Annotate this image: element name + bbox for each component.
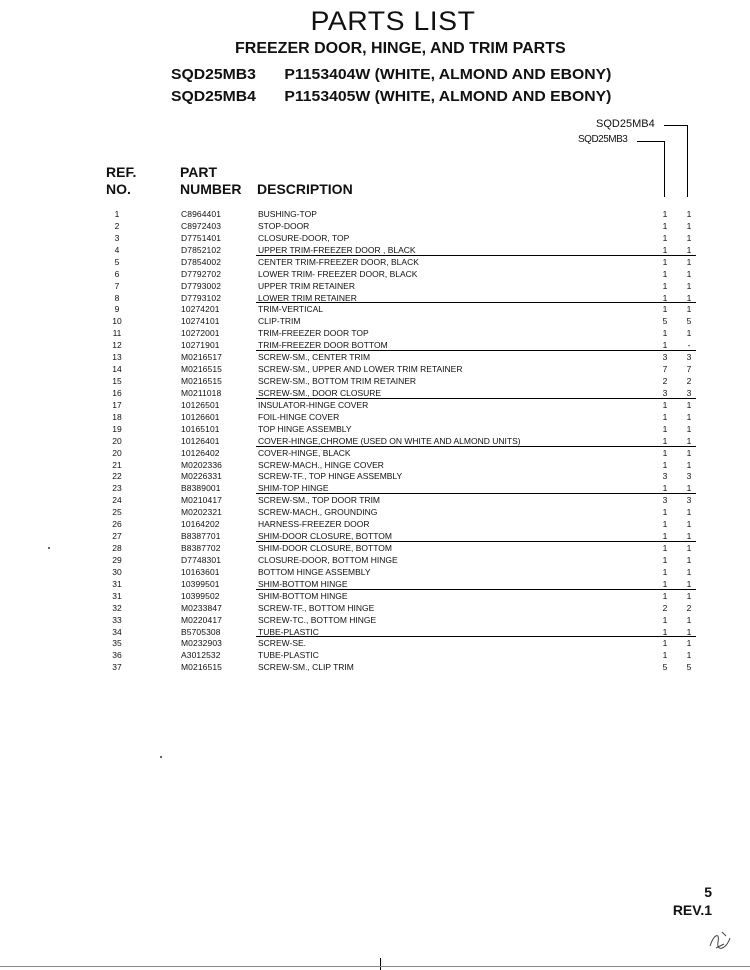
qty-sqd25mb4-cell: - <box>687 340 691 351</box>
qty-sqd25mb3-cell: 1 <box>662 650 668 661</box>
ref-cell: 2 <box>114 220 120 231</box>
description-cell: BOTTOM HINGE ASSEMBLY <box>258 566 371 577</box>
description-cell: CLOSURE-DOOR, BOTTOM HINGE <box>258 554 398 565</box>
ref-cell: 5 <box>114 256 120 267</box>
qty-sqd25mb3-cell: 3 <box>662 471 668 482</box>
ref-cell: 24 <box>112 495 122 506</box>
qty-sqd25mb4-cell: 3 <box>686 387 692 398</box>
part-number-cell: D7751401 <box>181 232 222 243</box>
qty-sqd25mb3-cell: 1 <box>662 304 668 315</box>
qty-sqd25mb3-cell: 7 <box>662 364 668 375</box>
qty-sqd25mb4-cell: 3 <box>686 495 692 506</box>
ref-cell: 14 <box>112 364 122 375</box>
ref-cell: 10 <box>112 316 122 327</box>
table-row <box>0 399 750 411</box>
qty-sqd25mb3-cell: 1 <box>662 543 668 554</box>
ref-cell: 22 <box>112 471 122 482</box>
qty-sqd25mb4-cell: 1 <box>686 220 692 231</box>
qty-sqd25mb4-cell: 5 <box>686 662 692 673</box>
ref-cell: 32 <box>112 602 122 613</box>
part-number-cell: B8387701 <box>181 531 221 542</box>
part-number-cell: 10163601 <box>181 566 220 577</box>
scan-edge-mark <box>380 958 381 970</box>
description-cell: SHIM-BOTTOM HINGE <box>258 578 348 589</box>
qty-sqd25mb4-cell: 1 <box>686 292 692 303</box>
table-row <box>0 315 750 327</box>
qty-sqd25mb3-cell: 1 <box>662 209 668 219</box>
qty-sqd25mb3-cell: 1 <box>662 614 668 625</box>
description-header: DESCRIPTION <box>257 181 353 197</box>
qty-sqd25mb3-cell: 1 <box>662 435 668 446</box>
qty-sqd25mb4-cell: 2 <box>686 602 692 613</box>
table-row <box>0 459 750 471</box>
ref-cell: 3 <box>114 232 120 243</box>
part-number-cell: 10164202 <box>181 519 220 530</box>
group-separator-line <box>256 541 696 542</box>
qty-sqd25mb3-cell: 1 <box>662 531 668 542</box>
table-row <box>0 494 750 506</box>
ref-cell: 9 <box>114 304 120 315</box>
description-cell: TRIM-FREEZER DOOR TOP <box>258 328 369 339</box>
part-number-cell: B8389001 <box>181 483 221 494</box>
part-number-cell: D7793002 <box>181 280 222 291</box>
part-number-cell: 10274201 <box>181 304 220 315</box>
description-cell: TUBE-PLASTIC <box>258 626 319 637</box>
ref-cell: 18 <box>112 411 122 422</box>
part-number-cell: D7748301 <box>181 554 222 565</box>
ref-cell: 30 <box>112 566 122 577</box>
ref-cell: 16 <box>112 387 122 398</box>
part-number-cell: M0210417 <box>181 495 222 506</box>
ref-cell: 6 <box>114 268 120 279</box>
qty-sqd25mb4-cell: 1 <box>686 328 692 339</box>
table-row <box>0 649 750 661</box>
qty-sqd25mb4-cell: 1 <box>686 566 692 577</box>
qty-sqd25mb3-cell: 1 <box>662 340 668 351</box>
qty-sqd25mb4-cell: 1 <box>686 483 692 494</box>
model-part-number: P1153405W (WHITE, ALMOND AND EBONY) <box>284 88 612 105</box>
ref-cell: 31 <box>112 590 122 601</box>
qty-sqd25mb4-cell: 1 <box>686 650 692 661</box>
description-cell: SCREW-TF., BOTTOM HINGE <box>258 602 375 613</box>
ref-cell: 4 <box>114 244 120 255</box>
description-cell: TRIM-FREEZER DOOR BOTTOM <box>258 340 388 351</box>
part-number-cell: 10271901 <box>181 340 220 351</box>
description-cell: CENTER TRIM-FREEZER DOOR, BLACK <box>258 256 419 267</box>
ref-cell: 13 <box>112 352 122 363</box>
page-title: PARTS LIST <box>310 6 476 36</box>
part-number-cell: M0211018 <box>181 387 222 398</box>
table-row <box>0 411 750 423</box>
part-number-cell: M0232903 <box>181 638 222 649</box>
qty-sqd25mb4-cell: 1 <box>686 268 692 279</box>
qty-sqd25mb4-cell: 1 <box>686 626 692 637</box>
qty-sqd25mb4-cell: 1 <box>686 543 692 554</box>
table-row <box>0 351 750 363</box>
qty-sqd25mb3-cell: 1 <box>662 554 668 565</box>
description-cell: SCREW-SE. <box>258 638 307 649</box>
qty-sqd25mb3-cell: 1 <box>662 507 668 518</box>
part-number-cell: D7793102 <box>181 292 222 303</box>
description-cell: CLOSURE-DOOR, TOP <box>258 232 350 243</box>
part-header-line2: NUMBER <box>180 181 242 197</box>
ref-cell: 7 <box>114 280 120 291</box>
description-cell: TOP HINGE ASSEMBLY <box>258 423 352 434</box>
table-row <box>0 363 750 375</box>
description-cell: SCREW-SM., CENTER TRIM <box>258 352 371 363</box>
model-column-label-mb3: SQD25MB3 <box>578 134 628 145</box>
qty-sqd25mb3-cell: 1 <box>662 626 668 637</box>
description-cell: TUBE-PLASTIC <box>258 650 319 661</box>
group-separator-line <box>256 255 696 256</box>
part-number-cell: M0216515 <box>181 662 222 673</box>
qty-sqd25mb4-cell: 1 <box>686 304 692 315</box>
part-number-cell: M0226331 <box>181 471 222 482</box>
table-row <box>0 614 750 626</box>
qty-sqd25mb4-cell: 2 <box>686 376 692 387</box>
qty-sqd25mb4-cell: 1 <box>686 614 692 625</box>
table-row <box>0 327 750 339</box>
table-row <box>0 447 750 459</box>
description-cell: UPPER TRIM RETAINER <box>258 280 355 291</box>
group-separator-line <box>256 302 696 303</box>
ref-cell: 19 <box>112 423 122 434</box>
qty-sqd25mb3-cell: 3 <box>662 387 668 398</box>
part-number-cell: D7792702 <box>181 268 222 279</box>
table-row <box>0 661 750 673</box>
part-number-cell: 10126401 <box>181 435 220 446</box>
description-cell: SHIM-DOOR CLOSURE, BOTTOM <box>258 543 392 554</box>
qty-sqd25mb4-cell: 1 <box>686 638 692 649</box>
qty-sqd25mb3-cell: 5 <box>662 316 668 327</box>
part-number-cell: M0202336 <box>181 459 222 470</box>
qty-sqd25mb4-cell: 5 <box>686 316 692 327</box>
description-cell: COVER-HINGE,CHROME (USED ON WHITE AND ALMOND UNITS) <box>258 435 521 446</box>
qty-sqd25mb4-cell: 1 <box>686 590 692 601</box>
ref-cell: 34 <box>112 626 122 637</box>
description-cell: CLIP-TRIM <box>258 316 301 327</box>
qty-sqd25mb3-cell: 1 <box>662 244 668 255</box>
description-cell: INSULATOR-HINGE COVER <box>258 399 369 410</box>
qty-sqd25mb4-cell: 1 <box>686 209 692 219</box>
page-subtitle: FREEZER DOOR, HINGE, AND TRIM PARTS <box>235 40 566 57</box>
table-row <box>0 602 750 614</box>
part-number-cell: 10126402 <box>181 447 220 458</box>
description-cell: SHIM-BOTTOM HINGE <box>258 590 348 601</box>
model-part-number: P1153404W (WHITE, ALMOND AND EBONY) <box>284 66 612 83</box>
qty-sqd25mb3-cell: 1 <box>662 566 668 577</box>
ref-cell: 21 <box>112 459 122 470</box>
scan-mark <box>48 547 50 549</box>
qty-sqd25mb4-cell: 1 <box>686 244 692 255</box>
part-number-cell: D7854002 <box>181 256 222 267</box>
part-number-cell: 10274101 <box>181 316 220 327</box>
description-cell: SCREW-SM., BOTTOM TRIM RETAINER <box>258 376 417 387</box>
table-row <box>0 554 750 566</box>
description-cell: LOWER TRIM RETAINER <box>258 292 357 303</box>
table-row <box>0 268 750 280</box>
part-number-cell: 10126501 <box>181 399 220 410</box>
qty-sqd25mb3-cell: 1 <box>662 280 668 291</box>
description-cell: SHIM-TOP HINGE <box>258 483 329 494</box>
qty-sqd25mb3-cell: 1 <box>662 459 668 470</box>
qty-sqd25mb4-cell: 1 <box>686 578 692 589</box>
part-number-cell: 10399501 <box>181 578 220 589</box>
part-header-line1: PART <box>180 164 218 180</box>
ref-cell: 27 <box>112 531 122 542</box>
ref-cell: 17 <box>112 399 122 410</box>
ref-cell: 33 <box>112 614 122 625</box>
description-cell: SCREW-SM., TOP DOOR TRIM <box>258 495 381 506</box>
description-cell: SCREW-MACH., GROUNDING <box>258 507 378 518</box>
table-row <box>0 566 750 578</box>
handwritten-mark-icon <box>706 924 736 954</box>
scan-mark <box>160 756 162 758</box>
qty-sqd25mb4-cell: 3 <box>686 352 692 363</box>
model-number: SQD25MB3 <box>171 66 256 83</box>
qty-sqd25mb3-cell: 5 <box>662 662 668 673</box>
qty-sqd25mb3-cell: 1 <box>662 638 668 649</box>
qty-sqd25mb3-cell: 1 <box>662 411 668 422</box>
ref-cell: 35 <box>112 638 122 649</box>
qty-sqd25mb3-cell: 3 <box>662 495 668 506</box>
part-number-cell: 10126601 <box>181 411 220 422</box>
table-row <box>0 542 750 554</box>
group-separator-line <box>256 636 696 637</box>
table-row <box>0 506 750 518</box>
description-cell: BUSHING-TOP <box>258 209 317 219</box>
ref-cell: 26 <box>112 519 122 530</box>
table-row <box>0 256 750 268</box>
qty-sqd25mb4-cell: 1 <box>686 411 692 422</box>
table-row <box>0 518 750 530</box>
table-row <box>0 303 750 315</box>
ref-cell: 12 <box>112 340 122 351</box>
ref-header-line2: NO. <box>106 181 131 197</box>
qty-sqd25mb4-cell: 1 <box>686 447 692 458</box>
qty-sqd25mb4-cell: 1 <box>686 232 692 243</box>
ref-cell: 15 <box>112 376 122 387</box>
ref-cell: 37 <box>112 662 122 673</box>
part-number-cell: M0216517 <box>181 352 222 363</box>
qty-sqd25mb3-cell: 1 <box>662 399 668 410</box>
qty-sqd25mb3-cell: 1 <box>662 483 668 494</box>
table-row <box>0 423 750 435</box>
description-cell: SCREW-TC., BOTTOM HINGE <box>258 614 377 625</box>
group-separator-line <box>256 493 696 494</box>
ref-cell: 23 <box>112 483 122 494</box>
description-cell: SHIM-DOOR CLOSURE, BOTTOM <box>258 531 392 542</box>
table-row <box>0 637 750 649</box>
qty-sqd25mb4-cell: 7 <box>686 364 692 375</box>
description-cell: SCREW-MACH., HINGE COVER <box>258 459 384 470</box>
part-number-cell: C8972403 <box>181 220 222 231</box>
qty-sqd25mb3-cell: 2 <box>662 376 668 387</box>
part-number-cell: M0216515 <box>181 364 222 375</box>
part-number-cell: A3012532 <box>181 650 221 661</box>
description-cell: SCREW-SM., UPPER AND LOWER TRIM RETAINER <box>258 364 463 375</box>
qty-sqd25mb3-cell: 3 <box>662 352 668 363</box>
ref-cell: 8 <box>114 292 120 303</box>
part-number-cell: M0220417 <box>181 614 222 625</box>
scan-edge-line <box>0 966 750 967</box>
description-cell: SCREW-SM., CLIP TRIM <box>258 662 354 673</box>
qty-sqd25mb3-cell: 1 <box>662 590 668 601</box>
qty-sqd25mb4-cell: 1 <box>686 519 692 530</box>
page-number: 5 <box>704 884 712 900</box>
qty-sqd25mb4-cell: 1 <box>686 554 692 565</box>
qty-sqd25mb3-cell: 1 <box>662 232 668 243</box>
model-column-label-mb4: SQD25MB4 <box>596 118 655 130</box>
description-cell: LOWER TRIM- FREEZER DOOR, BLACK <box>258 268 418 279</box>
ref-cell: 20 <box>112 435 122 446</box>
part-number-cell: 10399502 <box>181 590 220 601</box>
group-separator-line <box>256 589 696 590</box>
table-row <box>0 220 750 232</box>
part-number-cell: B5705308 <box>181 626 221 637</box>
ref-cell: 28 <box>112 543 122 554</box>
part-number-cell: C8964401 <box>181 209 222 219</box>
table-row <box>0 375 750 387</box>
qty-sqd25mb4-cell: 1 <box>686 507 692 518</box>
part-number-cell: M0233847 <box>181 602 222 613</box>
table-row <box>0 470 750 482</box>
qty-sqd25mb4-cell: 1 <box>686 435 692 446</box>
qty-sqd25mb3-cell: 1 <box>662 292 668 303</box>
table-row <box>0 232 750 244</box>
ref-cell: 1 <box>114 209 120 219</box>
qty-sqd25mb4-cell: 1 <box>686 423 692 434</box>
description-cell: COVER-HINGE, BLACK <box>258 447 351 458</box>
qty-sqd25mb3-cell: 1 <box>662 220 668 231</box>
description-cell: SCREW-SM., DOOR CLOSURE <box>258 387 382 398</box>
qty-sqd25mb3-cell: 1 <box>662 447 668 458</box>
qty-sqd25mb4-cell: 1 <box>686 256 692 267</box>
description-cell: TRIM-VERTICAL <box>258 304 324 315</box>
group-separator-line <box>256 350 696 351</box>
qty-sqd25mb3-cell: 1 <box>662 256 668 267</box>
qty-sqd25mb4-cell: 1 <box>686 531 692 542</box>
qty-sqd25mb3-cell: 2 <box>662 602 668 613</box>
part-number-cell: M0216515 <box>181 376 222 387</box>
ref-cell: 20 <box>112 447 122 458</box>
group-separator-line <box>256 398 696 399</box>
table-row <box>0 280 750 292</box>
description-cell: UPPER TRIM-FREEZER DOOR , BLACK <box>258 244 416 255</box>
ref-cell: 31 <box>112 578 122 589</box>
model-number: SQD25MB4 <box>171 88 256 105</box>
table-row <box>0 590 750 602</box>
description-cell: SCREW-TF., TOP HINGE ASSEMBLY <box>258 471 403 482</box>
ref-cell: 36 <box>112 650 122 661</box>
description-cell: STOP-DOOR <box>258 220 310 231</box>
table-row <box>0 208 750 220</box>
revision-label: REV.1 <box>672 902 712 918</box>
qty-sqd25mb3-cell: 1 <box>662 328 668 339</box>
part-number-cell: 10272001 <box>181 328 220 339</box>
part-number-cell: B8387702 <box>181 543 221 554</box>
qty-sqd25mb4-cell: 1 <box>686 459 692 470</box>
description-cell: HARNESS-FREEZER DOOR <box>258 519 370 530</box>
part-number-cell: D7852102 <box>181 244 222 255</box>
qty-sqd25mb3-cell: 1 <box>662 268 668 279</box>
ref-cell: 29 <box>112 554 122 565</box>
qty-sqd25mb3-cell: 1 <box>662 423 668 434</box>
ref-header-line1: REF. <box>106 164 137 180</box>
ref-cell: 25 <box>112 507 122 518</box>
qty-sqd25mb3-cell: 1 <box>662 519 668 530</box>
part-number-cell: 10165101 <box>181 423 220 434</box>
qty-sqd25mb4-cell: 3 <box>686 471 692 482</box>
qty-sqd25mb3-cell: 1 <box>662 578 668 589</box>
group-separator-line <box>256 446 696 447</box>
ref-cell: 11 <box>112 328 122 339</box>
qty-sqd25mb4-cell: 1 <box>686 399 692 410</box>
description-cell: FOIL-HINGE COVER <box>258 411 340 422</box>
qty-sqd25mb4-cell: 1 <box>686 280 692 291</box>
part-number-cell: M0202321 <box>181 507 222 518</box>
